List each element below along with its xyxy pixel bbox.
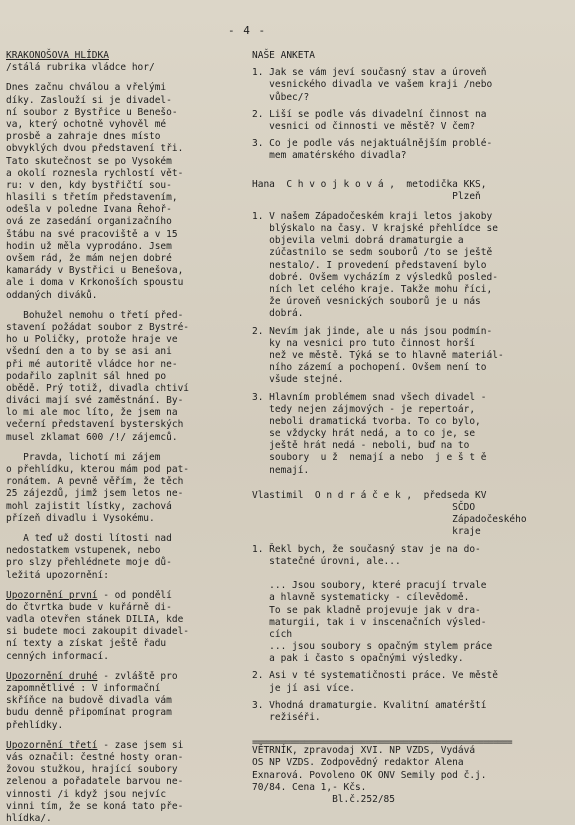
paragraph-line: kamarády v Bystřici u Benešova,: [6, 265, 184, 277]
answer-line: zúčastnilo se sedm souborů /to se ještě: [252, 247, 493, 259]
notice-first-line: [6, 740, 246, 752]
answer-line: 3. Hlavním problémem snad všech divadel -: [252, 391, 487, 403]
answer-line: blýskalo na časy. V krajské přehlídce se: [252, 223, 498, 235]
right-column: [252, 50, 570, 806]
answer-line: 1. Řekl bych, že současný stav je na do-: [252, 543, 481, 555]
respondent-name: Vlastimil O n d r á č e k , předseda KV: [252, 489, 487, 501]
paragraph-line: ru: v den, kdy bystřičtí sou-: [6, 179, 172, 191]
notice-line: přehlídky.: [6, 719, 64, 731]
answer-line: ky na vesnici pro tuto činnost horší: [252, 337, 476, 349]
respondent-name: Hana C h v o j k o v á , metodička KKS,: [252, 178, 487, 190]
answer-line: a pak i často s opačnými výsledky.: [252, 653, 464, 665]
answer-line: 2. Asi v té systematičnosti práce. Ve městě: [252, 670, 498, 682]
paragraph-line: obvyklých dvou představení tři.: [6, 143, 184, 155]
spacer: [252, 729, 570, 737]
paragraph-line: lo mi ale moc líto, že jsem na: [6, 407, 178, 419]
answer-line: dobré. Ovšem vycházím z výsledků posled-: [252, 271, 498, 283]
spacer: [252, 171, 570, 179]
notice-title: Upozornění druhé: [6, 670, 98, 682]
answer-line: 3. Vhodná dramaturgie. Kvalitní amatérští: [252, 699, 487, 711]
paragraph-line: ronátem. A pevně věřím, že těch: [6, 476, 184, 488]
paragraph-line: va, který ochotně vyhověl mé: [6, 118, 167, 130]
spacer: [6, 663, 246, 671]
survey-title: NAŠE ANKETA: [252, 50, 315, 61]
answer-line: nemají.: [252, 464, 310, 476]
notice-line: zapomnětlivé : V informační: [6, 683, 161, 694]
notice-line: zelenou a pořadatele barvou ne-: [6, 776, 184, 788]
paragraph-line: diváci mají své zaměstnání. By-: [6, 395, 184, 407]
notice-text: - od pondělí: [97, 589, 172, 601]
survey-question-line: vesnického divadla ve vašem kraji /nebo: [252, 79, 493, 91]
paragraph-line: mohl zajistit lístky, zachová: [6, 500, 172, 512]
survey-question-line: vůbec/?: [252, 91, 310, 103]
answer-line: cích: [252, 628, 293, 640]
answer-line: ... Jsou soubory, které pracují trvale: [252, 580, 487, 592]
notice-line: ní texty a získat ještě řadu: [6, 638, 167, 650]
respondent-place: Plzeň: [252, 190, 481, 202]
page-number: - 4 -: [228, 24, 267, 37]
spacer: [6, 582, 246, 590]
notice-first-line: [6, 590, 246, 602]
answer-line: soubory u ž nemají a nebo j e š t ě: [252, 452, 487, 464]
paragraph-line: prosbě a zahraje dnes místo: [6, 131, 161, 143]
paragraph-line: ovšem rád, že mám nejen dobré: [6, 253, 172, 264]
paragraph-line: a okolí roznesla rychlostí vět-: [6, 167, 184, 179]
paragraph-line: přízeň divadlu i Vysokému.: [6, 512, 155, 524]
paragraph-line: o přehlídku, kterou mám pod pat-: [6, 464, 190, 475]
notice-line: vadla otevřen stánek DILIA, kde: [6, 614, 184, 626]
notice-text: - zvláště pro: [97, 670, 178, 682]
answer-line: se vždycky hrát nedá, a to co je, se: [252, 428, 476, 440]
respondent-position: Západočeského: [252, 514, 527, 526]
answer-line: To se pak kladně projevuje jak v dra-: [252, 604, 481, 616]
paragraph-line: podařilo zaplnit sál hned po: [6, 370, 167, 382]
spacer: [6, 444, 246, 452]
article-subtitle: /stálá rubrika vládce hor/: [6, 62, 155, 74]
notice-line: si budete moci zakoupit divadel-: [6, 626, 190, 638]
paragraph-line: A teď už dosti lítosti nad: [6, 532, 172, 544]
notice-line: žovou stužkou, hrající soubory: [6, 764, 178, 776]
respondent-position: SČDO: [252, 502, 476, 513]
paragraph-line: Dnes začnu chválou a vřelými: [6, 82, 167, 94]
spacer: [6, 525, 246, 533]
answer-line: a hlavně systematicky - cílevědomě.: [252, 592, 470, 604]
answer-line: objevila velmi dobrá dramaturgie a: [252, 235, 464, 247]
paragraph-line: ní soubor z Bystřice u Benešo-: [6, 106, 178, 118]
paragraph-line: hlasili s třetím představením,: [6, 192, 178, 204]
paragraph-line: Tato skutečnost se po Vysokém: [6, 155, 172, 167]
imprint-line: 70/84. Cena 1,- Kčs.: [252, 781, 367, 793]
notice-title: Upozornění první: [6, 589, 98, 601]
paragraph-line: díky. Zaslouží si je divadel-: [6, 94, 172, 106]
paragraph-line: ho u Poličky, protože hraje ve: [6, 334, 178, 346]
answer-line: všude stejné.: [252, 374, 344, 386]
imprint-line: VĚTRNÍK, zpravodaj XVI. NP VZDS, Vydává: [252, 745, 476, 757]
paragraph-line: hodin už měla vyprodáno. Jsem: [6, 240, 172, 252]
answer-line: statečné úrovni, ale...: [252, 555, 401, 567]
paragraph-line: ová ze zasedání organizačního: [6, 216, 172, 228]
answer-line: maturgii, tak i v inscenačních výsled-: [252, 616, 487, 628]
notice-line: vás označil: čestné hosty oran-: [6, 751, 184, 763]
answer-line: režiséři.: [252, 712, 321, 723]
notice-line: budu denně připomínat program: [6, 707, 172, 719]
paragraph-line: musel zklamat 600 /!/ zájemců.: [6, 431, 178, 443]
survey-question-line: mem amatérského divadla?: [252, 150, 407, 162]
paragraph-line: večerní představení bysterských: [6, 419, 184, 431]
answer-line: 1. V našem Západočeském kraji letos jakoby: [252, 210, 493, 222]
answer-line: je jí asi více.: [252, 682, 355, 694]
paragraph-line: Bohužel nemohu o třetí před-: [6, 309, 184, 321]
paragraph-line: pro slzy přehlédnete moje dů-: [6, 557, 172, 569]
paragraph-line: ležitá upozornění:: [6, 569, 109, 581]
imprint-line: Exnarová. Povoleno OK ONV Semily pod č.j.: [252, 769, 487, 781]
notice-text: - zase jsem si: [97, 739, 184, 751]
spacer: [252, 163, 570, 171]
paragraph-line: odešla v poledne Ivana Řehoř-: [6, 204, 172, 216]
answer-line: ještě hrát nedá - neboli, buď na to: [252, 440, 470, 452]
respondent-position: kraje: [252, 526, 481, 538]
notice-title: Upozornění třetí: [6, 739, 98, 751]
spacer: [6, 74, 246, 82]
paragraph-line: při mé autoritě vládce hor ne-: [6, 358, 178, 370]
notice-line: hlídka/.: [6, 812, 52, 824]
survey-question-line: 3. Co je podle vás nejaktuálnějším problé-: [252, 138, 493, 150]
notice-line: skříňce na budově divadla vám: [6, 695, 172, 707]
spacer: [6, 732, 246, 740]
article-title: KRAKONOŠOVA HLÍDKA: [6, 50, 109, 61]
notice-first-line: [6, 671, 246, 683]
survey-question-line: vesnici od činnosti ve městě? V čem?: [252, 120, 476, 132]
imprint-line: OS NP VZDS. Zodpovědný redaktor Alena: [252, 757, 464, 769]
survey-question-line: 1. Jak se vám jeví současný stav a úroveň: [252, 67, 487, 79]
paragraph-line: všední den a to by se asi ani: [6, 346, 172, 358]
paragraph-line: ale i doma v Krkonoších spoustu: [6, 277, 184, 289]
spacer: [252, 482, 570, 490]
answer-line: dobrá.: [252, 308, 304, 320]
answer-line: než ve městě. Týká se to hlavně materiál-: [252, 349, 504, 361]
notice-line: vinni tím, že se koná tato pře-: [6, 800, 184, 812]
paragraph-line: oddaných diváků.: [6, 289, 98, 301]
paragraph-line: 25 zájezdů, jimž jsem letos ne-: [6, 488, 184, 500]
answer-line: 2. Nevím jak jinde, ale u nás jsou podmín-: [252, 325, 493, 337]
paragraph-line: štábu na své pracoviště a v 15: [6, 228, 178, 240]
imprint-line: Bl.č.252/85: [252, 793, 395, 805]
answer-line: tedy nejen zájmových - je repertoár,: [252, 403, 476, 415]
notice-line: do čtvrtka bude v kuřárně di-: [6, 601, 172, 613]
answer-line: ... jsou soubory s opačným stylem práce: [252, 641, 493, 653]
answer-line: ních let celého kraje. Takže mohu říci,: [252, 284, 493, 295]
spacer: [6, 302, 246, 310]
answer-line: neboli dramatická tvorba. To co bylo,: [252, 415, 481, 427]
left-column: [6, 50, 246, 825]
notice-line: vinnosti /i když jsou nejvíc: [6, 788, 167, 800]
notice-line: cenných informací.: [6, 650, 109, 662]
paragraph-line: Pravda, lichotí mi zájem: [6, 451, 161, 463]
answer-line: že úroveň vesnických souborů je u nás: [252, 296, 481, 308]
paragraph-line: stavení požádat soubor z Bystré-: [6, 321, 190, 333]
paragraph-line: nedostatkem vstupenek, nebo: [6, 545, 161, 557]
spacer: [252, 203, 570, 211]
paragraph-line: obědě. Prý totiž, divadla chtiví: [6, 382, 190, 394]
separator-rule: =======================================================: [252, 737, 512, 746]
answer-line: ního zázemí a pochopení. Ovšem není to: [252, 362, 487, 374]
answer-line: nestalo/. I provedení představení bylo: [252, 259, 487, 271]
survey-question-line: 2. Liší se podle vás divadelní činnost na: [252, 108, 487, 120]
answer-line: [252, 568, 570, 580]
